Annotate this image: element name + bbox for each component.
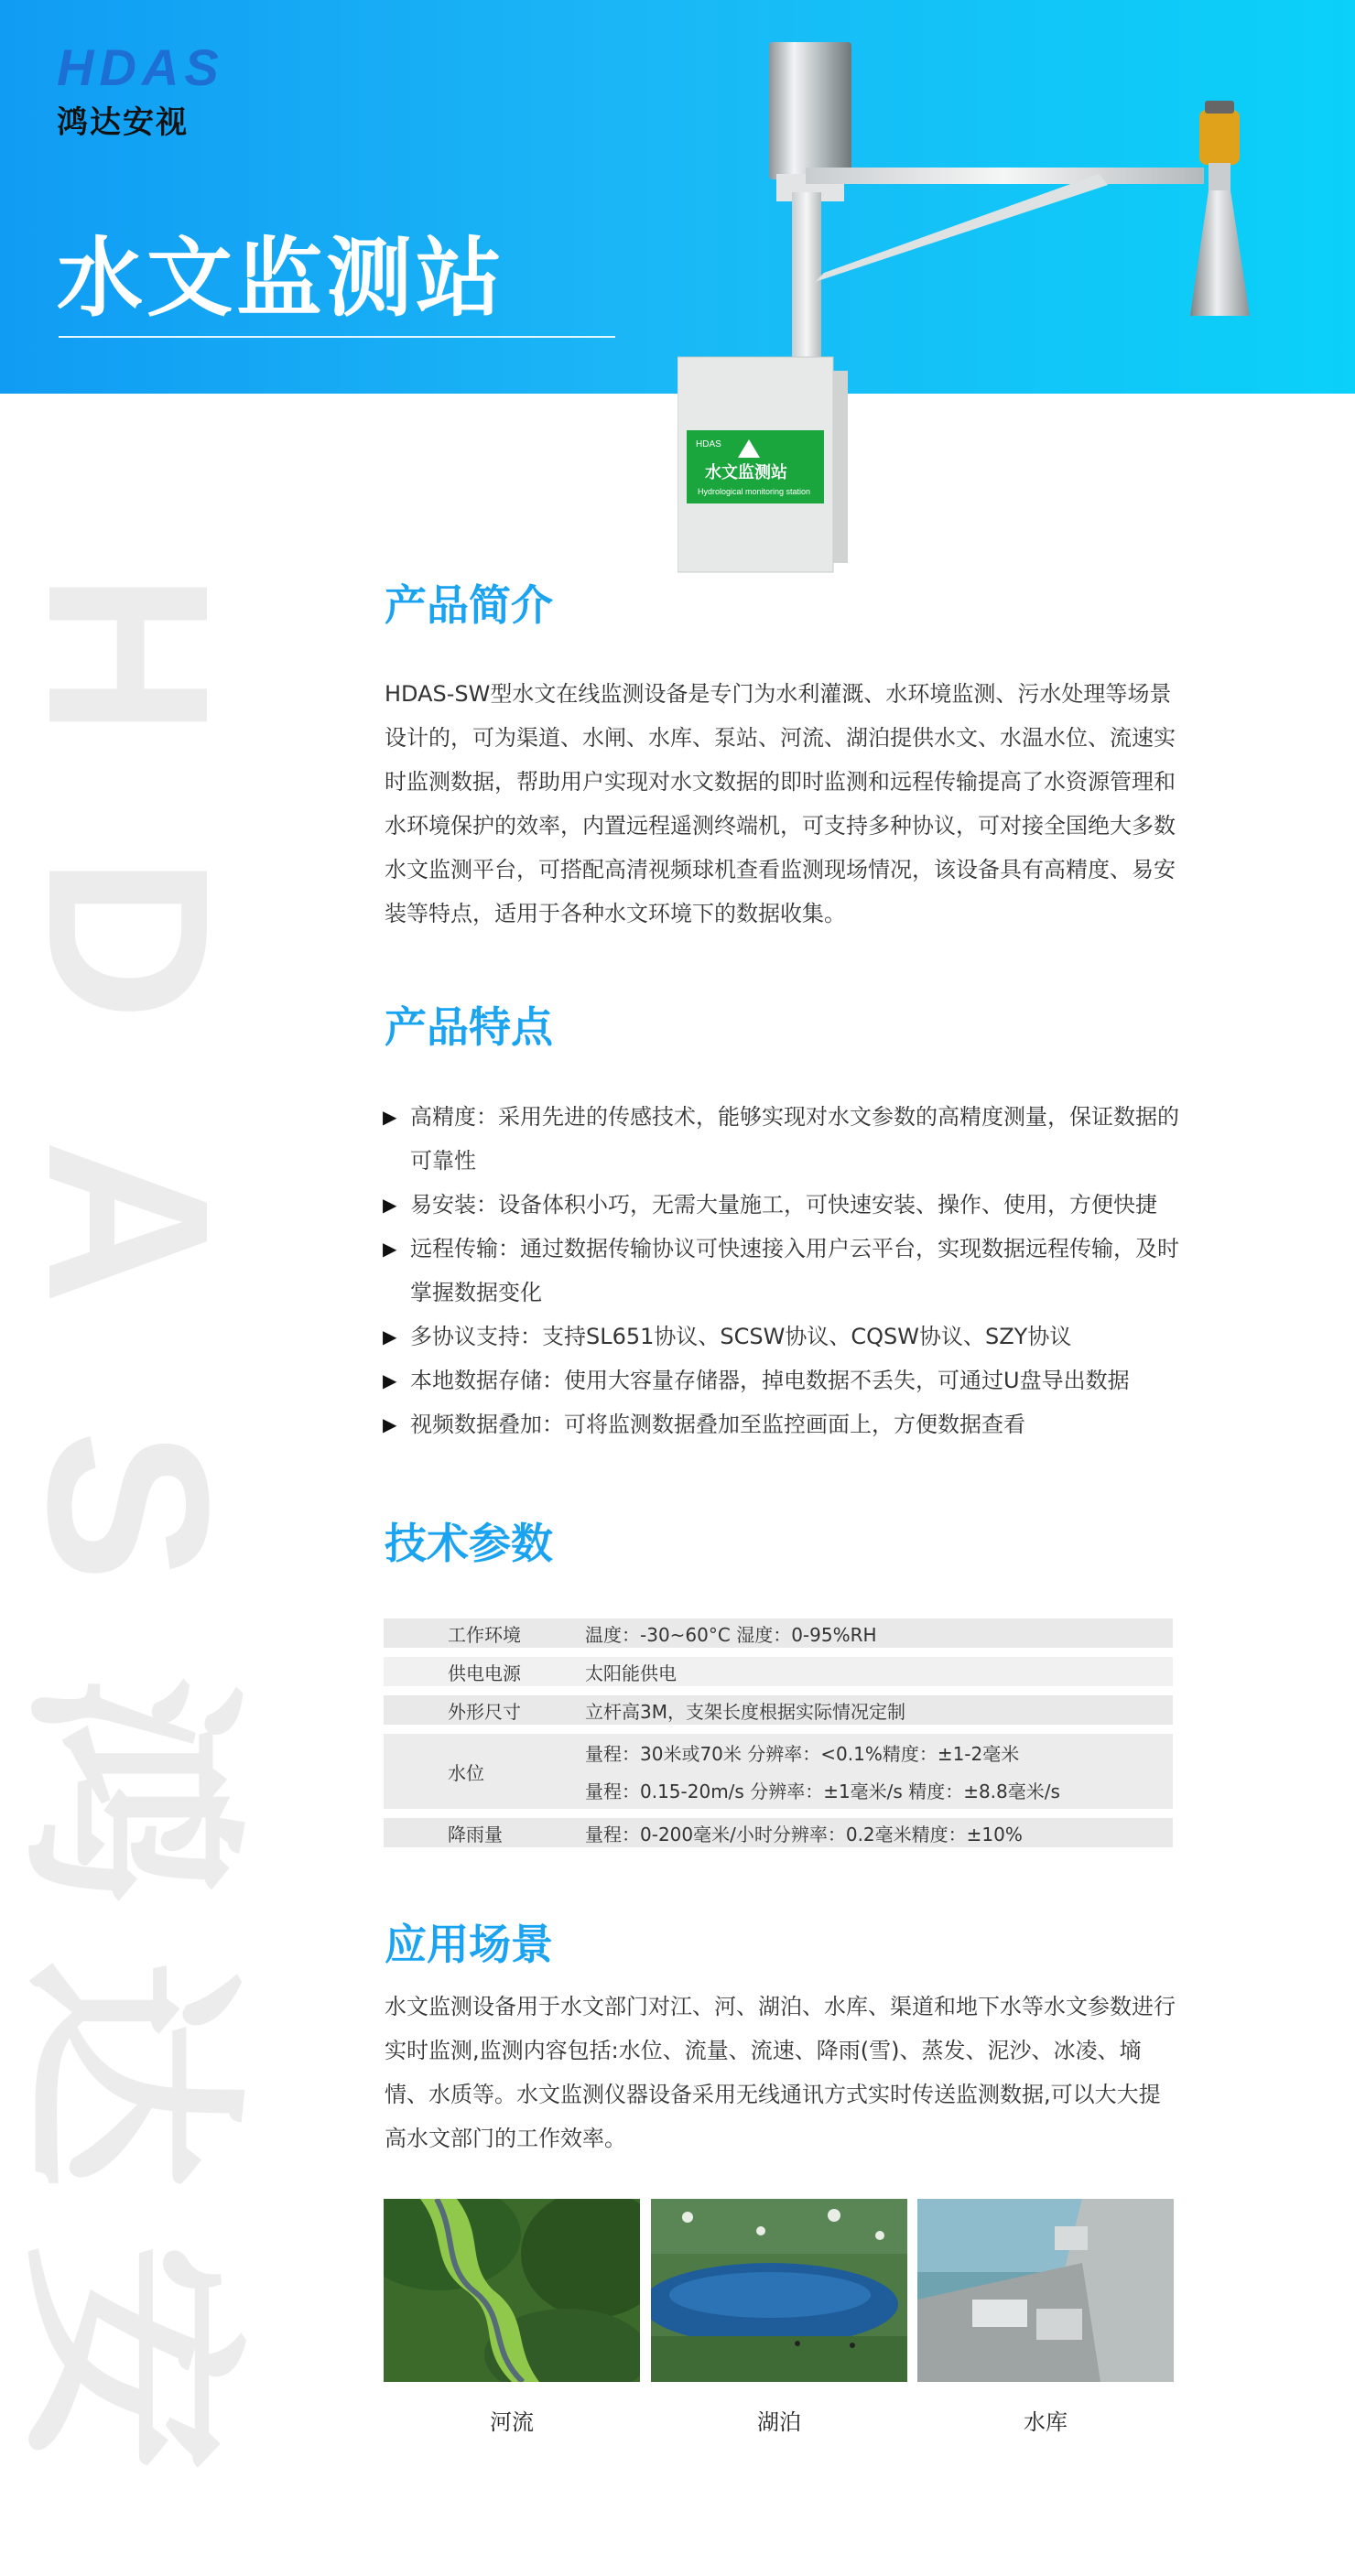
- spec-value: 立杆高3M，支架长度根据实际情况定制: [585, 1700, 905, 1723]
- feature-item: ▶ 远程传输：通过数据传输协议可快速接入用户云平台，实现数据远程传输，及时掌握数据变化: [383, 1227, 1188, 1315]
- table-row: [384, 1695, 1173, 1725]
- rain-gauge: [769, 42, 851, 179]
- scene-caption-reservoir: 水库: [1024, 2409, 1068, 2435]
- intro-heading: 产品简介: [385, 580, 553, 630]
- spec-table: [384, 1618, 1173, 1856]
- page-title: 水文监测站: [57, 229, 506, 329]
- triangle-bullet-icon: ▶: [383, 1238, 397, 1260]
- triangle-bullet-icon: ▶: [383, 1326, 397, 1348]
- spec-value: 量程：30米或70米 分辨率：<0.1%精度：±1-2毫米: [585, 1743, 1020, 1765]
- watermark-char: A: [1, 1139, 256, 1305]
- brand-watermark: [0, 513, 275, 2472]
- table-row: [384, 1618, 1173, 1648]
- spec-key: 工作环境: [448, 1623, 521, 1646]
- watermark-char: 达: [1, 1959, 256, 2188]
- table-row: [384, 1818, 1173, 1847]
- brand-logo: [57, 38, 224, 142]
- scene-image-lake: [651, 2199, 907, 2382]
- feature-item: ▶ 多协议支持：支持SL651协议、SCSW协议、CQSW协议、SZY协议: [383, 1315, 1188, 1358]
- scene-caption-lake: 湖泊: [757, 2409, 801, 2435]
- watermark-char: 鸿: [1, 1675, 256, 1904]
- spec-key: 降雨量: [448, 1823, 503, 1845]
- table-row: [384, 1657, 1173, 1686]
- feature-list: [383, 1095, 1188, 1446]
- logo-cn-text: 鸿达安视: [57, 104, 189, 141]
- spec-value: 太阳能供电: [585, 1661, 677, 1684]
- scene-image-river: [384, 2199, 640, 2382]
- triangle-bullet-icon: ▶: [383, 1413, 397, 1435]
- scene-caption-river: 河流: [490, 2409, 534, 2435]
- intro-paragraph: HDAS-SW型水文在线监测设备是专门为水利灌溉、水环境监测、污水处理等场景设计的，可为渠道、水闸、水库、泵站、河流、湖泊提供水文、水温水位、流速实时监测数据，帮助用户实现对水文数据的即时监测和远程传输提高了水资源管理和水环境保护的效率，内置远程遥测终端机，可支持多种协议，可对接全国绝大多数水文监测平台，可搭配高清视频球机查看监测现场情况，该设备具有高精度、易安装等特点，适用于各种水文环境下的数据收集。: [385, 681, 1176, 926]
- feature-item: ▶ 高精度：采用先进的传感技术，能够实现对水文参数的高精度测量，保证数据的可靠性: [383, 1095, 1188, 1183]
- logo-mark: HDAS: [57, 38, 224, 96]
- feature-item: ▶ 易安装：设备体积小巧，无需大量施工，可快速安装、操作、使用，方便快捷: [383, 1183, 1188, 1227]
- spec-value: 量程：0.15-20m/s 分辨率：±1毫米/s 精度：±8.8毫米/s: [585, 1780, 1060, 1802]
- label-title: 水文监测站: [705, 463, 787, 482]
- watermark-char: D: [1, 855, 256, 1022]
- table-row: [384, 1734, 1173, 1809]
- product-illustration: [678, 37, 1282, 577]
- spec-value: 量程：0-200毫米/小时分辨率：0.2毫米精度：±10%: [585, 1823, 1023, 1845]
- triangle-bullet-icon: ▶: [383, 1369, 397, 1391]
- features-heading: 产品特点: [385, 1002, 553, 1052]
- title-underline: [59, 336, 615, 338]
- radar-sensor: [1199, 110, 1240, 165]
- label-brand: HDAS: [696, 439, 721, 449]
- scene-image-reservoir: [917, 2199, 1174, 2382]
- triangle-bullet-icon: ▶: [383, 1106, 397, 1128]
- feature-item: ▶ 本地数据存储：使用大容量存储器，掉电数据不丢失，可通过U盘导出数据: [383, 1358, 1188, 1402]
- applications-heading: 应用场景: [385, 1920, 553, 1969]
- spec-key: 供电电源: [448, 1661, 521, 1684]
- watermark-char: S: [1, 1429, 256, 1583]
- watermark-char: 安: [1, 2243, 256, 2472]
- spec-key: 水位: [448, 1761, 484, 1784]
- specs-heading: 技术参数: [385, 1519, 553, 1568]
- spec-key: 外形尺寸: [448, 1700, 521, 1723]
- watermark-char: H: [1, 571, 256, 738]
- label-subtitle: Hydrological monitoring station: [698, 487, 811, 496]
- sensor-arm: [806, 168, 1204, 184]
- feature-item: ▶ 视频数据叠加：可将监测数据叠加至监控画面上，方便数据查看: [383, 1402, 1188, 1446]
- applications-paragraph: 水文监测设备用于水文部门对江、河、湖泊、水库、渠道和地下水等水文参数进行实时监测,监测内容包括:水位、流量、流速、降雨(雪)、蒸发、泥沙、冰凌、墒情、水质等。水文监测仪器设备采用无线通讯方式实时传送监测数据,可以大大提高水文部门的工作效率。: [385, 1994, 1176, 2151]
- triangle-bullet-icon: ▶: [383, 1194, 397, 1216]
- spec-value: 温度：-30~60°C 湿度：0-95%RH: [585, 1623, 877, 1646]
